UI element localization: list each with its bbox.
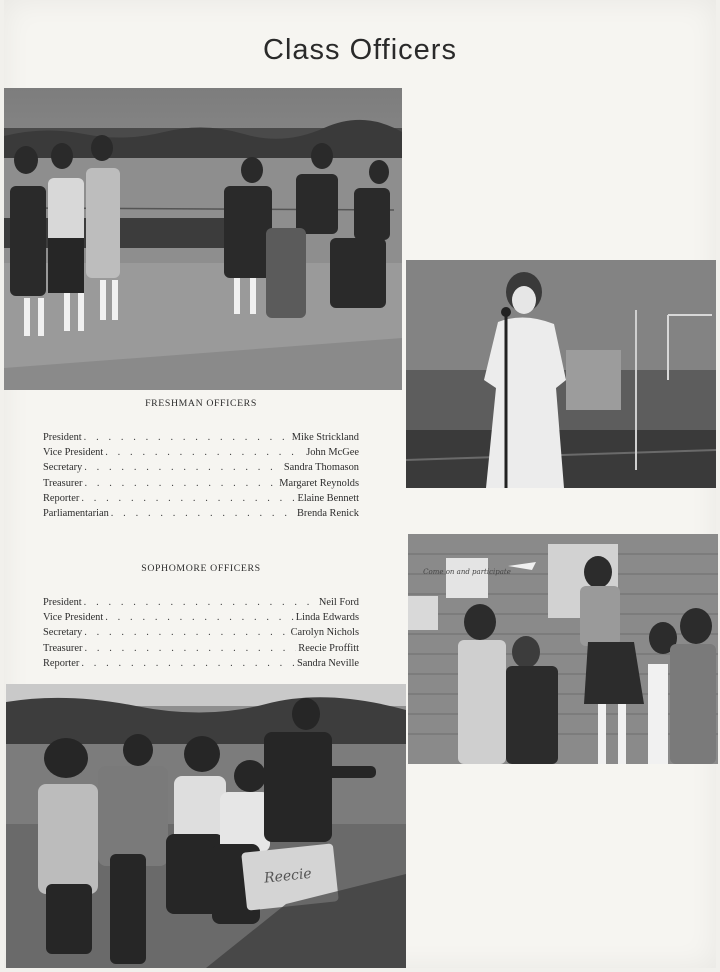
officer-name: Sandra Thomason — [283, 462, 359, 474]
group-suitcase-illustration — [6, 684, 406, 968]
officer-row — [43, 641, 359, 656]
officer-name: Linda Edwards — [295, 612, 359, 624]
leader-dots — [111, 506, 295, 521]
leader-dots — [84, 595, 317, 610]
leader-dots — [105, 610, 294, 625]
leader-dots — [84, 476, 277, 491]
officer-office: Vice President — [43, 612, 104, 624]
officer-office: Secretary — [43, 627, 83, 639]
leader-dots — [81, 656, 295, 671]
freshman-heading: FRESHMAN OFFICERS — [145, 398, 257, 409]
officer-office: President — [43, 597, 82, 608]
photo-poster-on-wall — [408, 534, 718, 764]
photo-microphone-speaker — [406, 260, 716, 488]
officer-office: Reporter — [43, 657, 80, 669]
leader-dots — [84, 625, 288, 640]
officer-office: Vice President — [43, 447, 104, 459]
officer-office: Reporter — [43, 492, 80, 504]
leader-dots — [84, 641, 296, 656]
officer-name: Brenda Renick — [296, 507, 359, 519]
officer-row — [43, 506, 359, 521]
leader-dots — [84, 430, 290, 445]
suitcase-sign-text: Reecie — [263, 865, 313, 887]
officer-name: Sandra Neville — [296, 657, 359, 669]
officer-name: Mike Strickland — [291, 432, 359, 443]
wall-sign-text: Come on and participate — [423, 568, 511, 576]
page-title: Class Officers — [263, 34, 457, 66]
officer-row — [43, 595, 359, 610]
sophomore-heading: SOPHOMORE OFFICERS — [141, 563, 261, 574]
officer-name: Elaine Bennett — [297, 492, 359, 504]
microphone-speaker-illustration — [406, 260, 716, 488]
officer-row — [43, 430, 359, 445]
officer-office: President — [43, 432, 82, 443]
officer-row — [43, 491, 359, 506]
photo-tug-of-war — [4, 88, 402, 390]
officer-name: Neil Ford — [318, 597, 359, 608]
sophomore-officers-list — [43, 563, 359, 671]
leader-dots — [84, 460, 282, 475]
officer-office: Treasurer — [43, 642, 83, 654]
officer-office: Secretary — [43, 462, 83, 474]
officer-office: Parliamentarian — [43, 507, 109, 519]
officer-name: Margaret Reynolds — [279, 477, 359, 489]
tug-of-war-illustration — [4, 88, 402, 390]
photo-group-suitcase — [6, 684, 406, 968]
freshman-officers-list — [43, 398, 359, 521]
leader-dots — [105, 445, 304, 460]
officer-name: Reecie Proffitt — [298, 642, 359, 654]
officer-office: Treasurer — [43, 477, 83, 489]
leader-dots — [81, 491, 295, 506]
officer-name: John McGee — [306, 447, 359, 459]
officer-name: Carolyn Nichols — [290, 627, 359, 639]
poster-wall-illustration — [408, 534, 718, 764]
officer-row — [43, 460, 359, 475]
officer-row — [43, 476, 359, 491]
officer-row — [43, 610, 359, 625]
officer-row — [43, 445, 359, 460]
officer-row — [43, 625, 359, 640]
officer-row — [43, 656, 359, 671]
